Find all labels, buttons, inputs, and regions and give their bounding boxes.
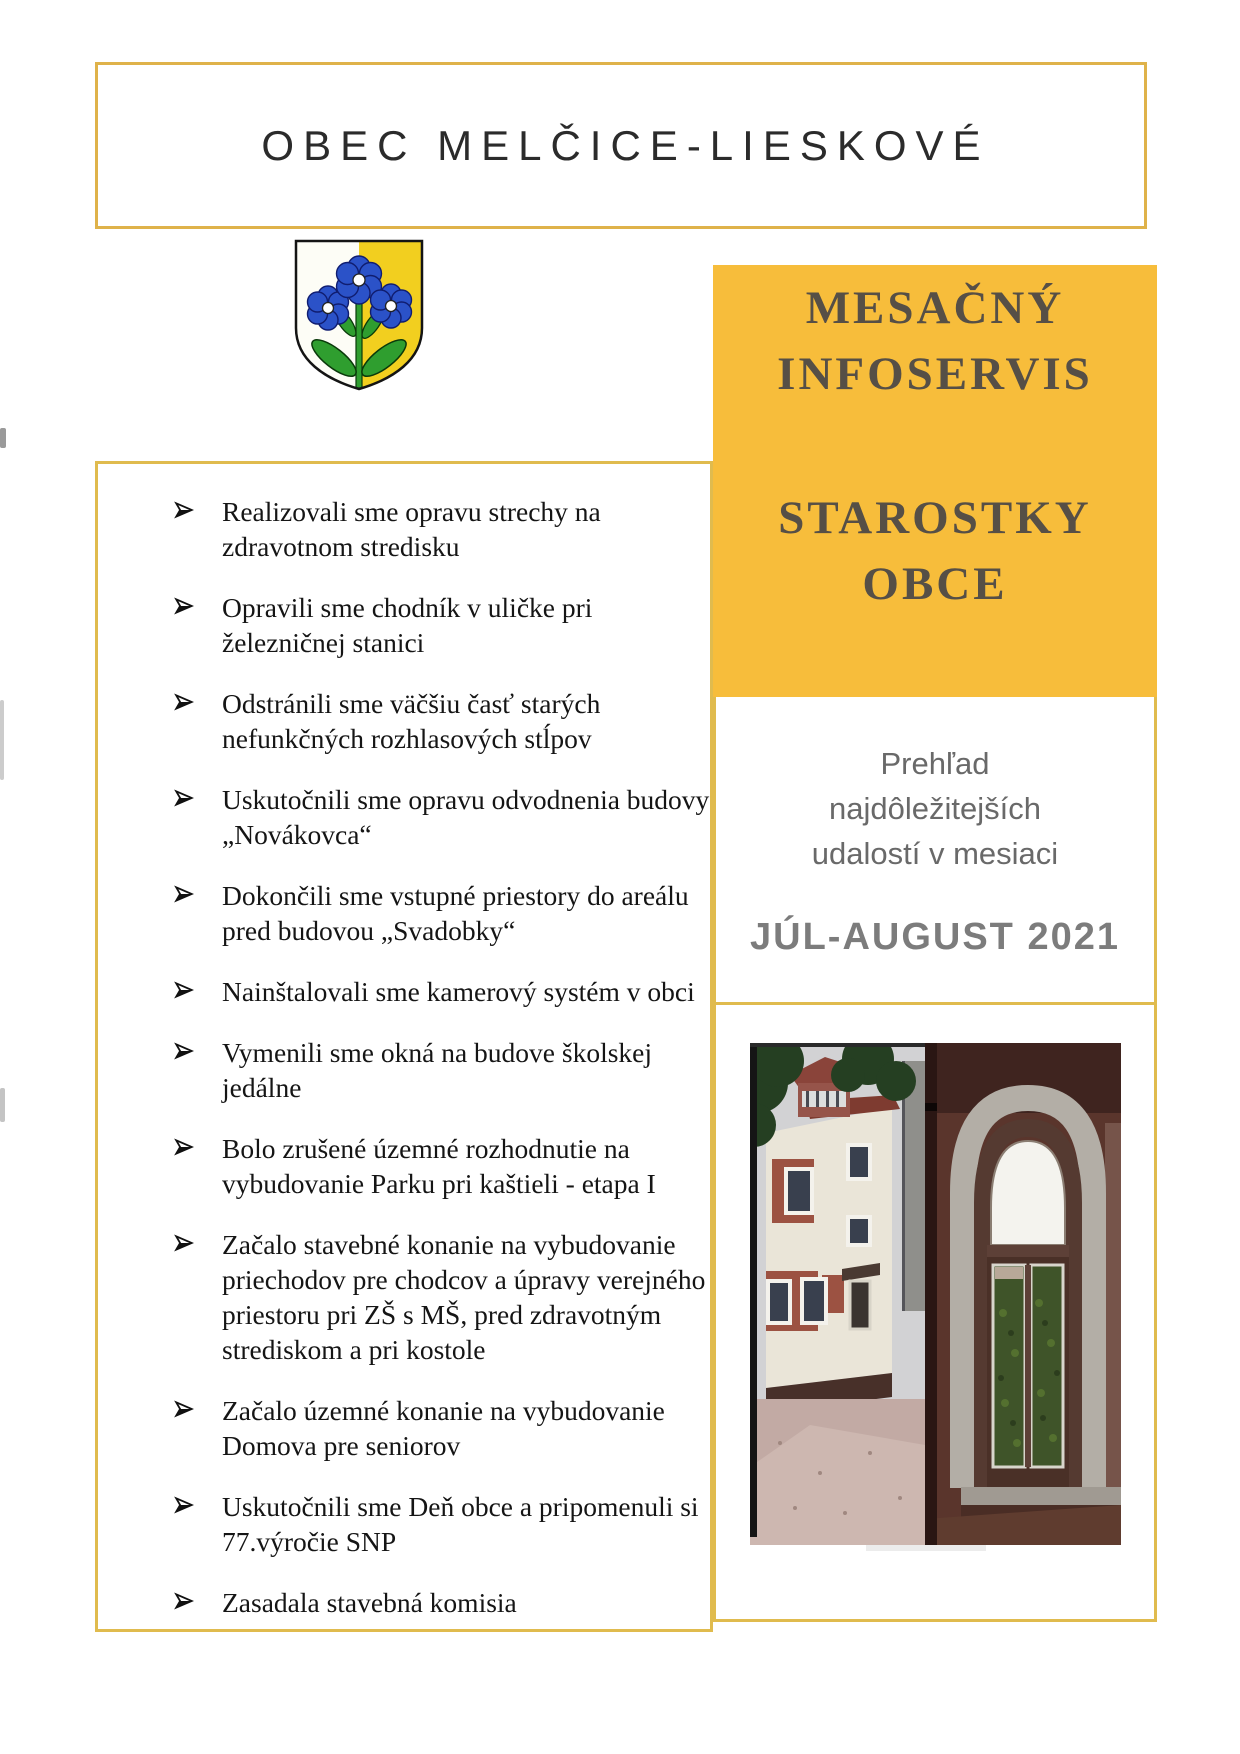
overview-section <box>716 697 1154 1005</box>
photo-building-exterior <box>750 1043 925 1545</box>
list-item-text: Nainštalovali sme kamerový systém v obci <box>222 976 695 1007</box>
arrowhead-right-icon <box>174 1233 194 1253</box>
overview-line-3: udalostí v mesiaci <box>811 836 1059 871</box>
masthead-spacer <box>713 407 1157 485</box>
scan-artifact <box>0 700 4 780</box>
masthead-line-2: INFOSERVIS <box>777 348 1093 400</box>
list-item-text: Opravili sme chodník v uličke pri železničnej stanici <box>222 592 593 658</box>
arrowhead-right-icon <box>174 1041 194 1061</box>
list-item-text: Uskutočnili sme opravu odvodnenia budovy „Novákovca“ <box>222 784 710 850</box>
arrowhead-right-icon <box>174 692 194 712</box>
overview-text <box>716 697 1154 876</box>
list-item <box>172 878 714 948</box>
arrowhead-right-icon <box>174 500 194 520</box>
masthead-box <box>713 265 1157 697</box>
list-item-text: Začalo územné konanie na vybudovanie Domova pre seniorov <box>222 1395 665 1461</box>
page-title: OBEC MELČICE-LIESKOVÉ <box>261 121 990 169</box>
list-item <box>172 1035 714 1105</box>
list-item <box>172 1393 714 1463</box>
arrowhead-right-icon <box>174 1591 194 1611</box>
arrowhead-right-icon <box>174 788 194 808</box>
list-item-text: Dokončili sme vstupné priestory do areálu pred budovou „Svadobky“ <box>222 880 689 946</box>
title-box <box>95 62 1147 229</box>
arrowhead-right-icon <box>174 1399 194 1419</box>
list-item <box>172 494 714 564</box>
list-item-text: Uskutočnili sme Deň obce a pripomenuli si 77.výročie SNP <box>222 1491 699 1557</box>
coat-of-arms-icon <box>290 236 428 394</box>
list-item-text: Vymenili sme okná na budove školskej jedálne <box>222 1037 653 1103</box>
list-item <box>172 974 714 1009</box>
events-list <box>98 464 710 1620</box>
arrowhead-right-icon <box>174 1137 194 1157</box>
overview-line-2: najdôležitejších <box>829 791 1041 826</box>
events-list-box <box>95 461 713 1632</box>
list-item-text: Bolo zrušené územné rozhodnutie na vybudovanie Parku pri kaštieli - etapa I <box>222 1133 656 1199</box>
list-item <box>172 1489 714 1559</box>
overview-line-1: Prehľad <box>880 746 990 781</box>
arrowhead-right-icon <box>174 884 194 904</box>
list-item-text: Začalo stavebné konanie na vybudovanie priechodov pre chodcov a úpravy verejného priestoru pri ZŠ s MŠ, pred zdravotným strediskom a pri kostole <box>222 1229 706 1365</box>
list-item <box>172 1585 714 1620</box>
list-item <box>172 782 714 852</box>
list-item-text: Realizovali sme opravu strechy na zdravotnom stredisku <box>222 496 601 562</box>
flower-right <box>371 284 412 328</box>
scan-smudge <box>866 1545 986 1551</box>
list-item-text: Odstránili sme väčšiu časť starých nefunkčných rozhlasových stĺpov <box>222 688 601 754</box>
masthead-line-3: STAROSTKY <box>778 492 1092 544</box>
photo-row <box>716 1043 1154 1545</box>
arrowhead-right-icon <box>174 1495 194 1515</box>
scan-artifact <box>0 428 6 448</box>
masthead-line-4: OBCE <box>862 558 1008 610</box>
masthead-line-1: MESAČNÝ <box>805 282 1065 334</box>
arrowhead-right-icon <box>174 980 194 1000</box>
list-item-text: Zasadala stavebná komisia <box>222 1587 517 1618</box>
list-item <box>172 1131 714 1201</box>
list-item <box>172 686 714 756</box>
list-item <box>172 590 714 660</box>
overview-and-photos-box <box>713 697 1157 1622</box>
period-label: JÚL-AUGUST 2021 <box>750 916 1120 958</box>
list-item <box>172 1227 714 1367</box>
photo-window-interior <box>925 1043 1121 1545</box>
scan-artifact <box>0 1088 5 1122</box>
arrowhead-right-icon <box>174 596 194 616</box>
